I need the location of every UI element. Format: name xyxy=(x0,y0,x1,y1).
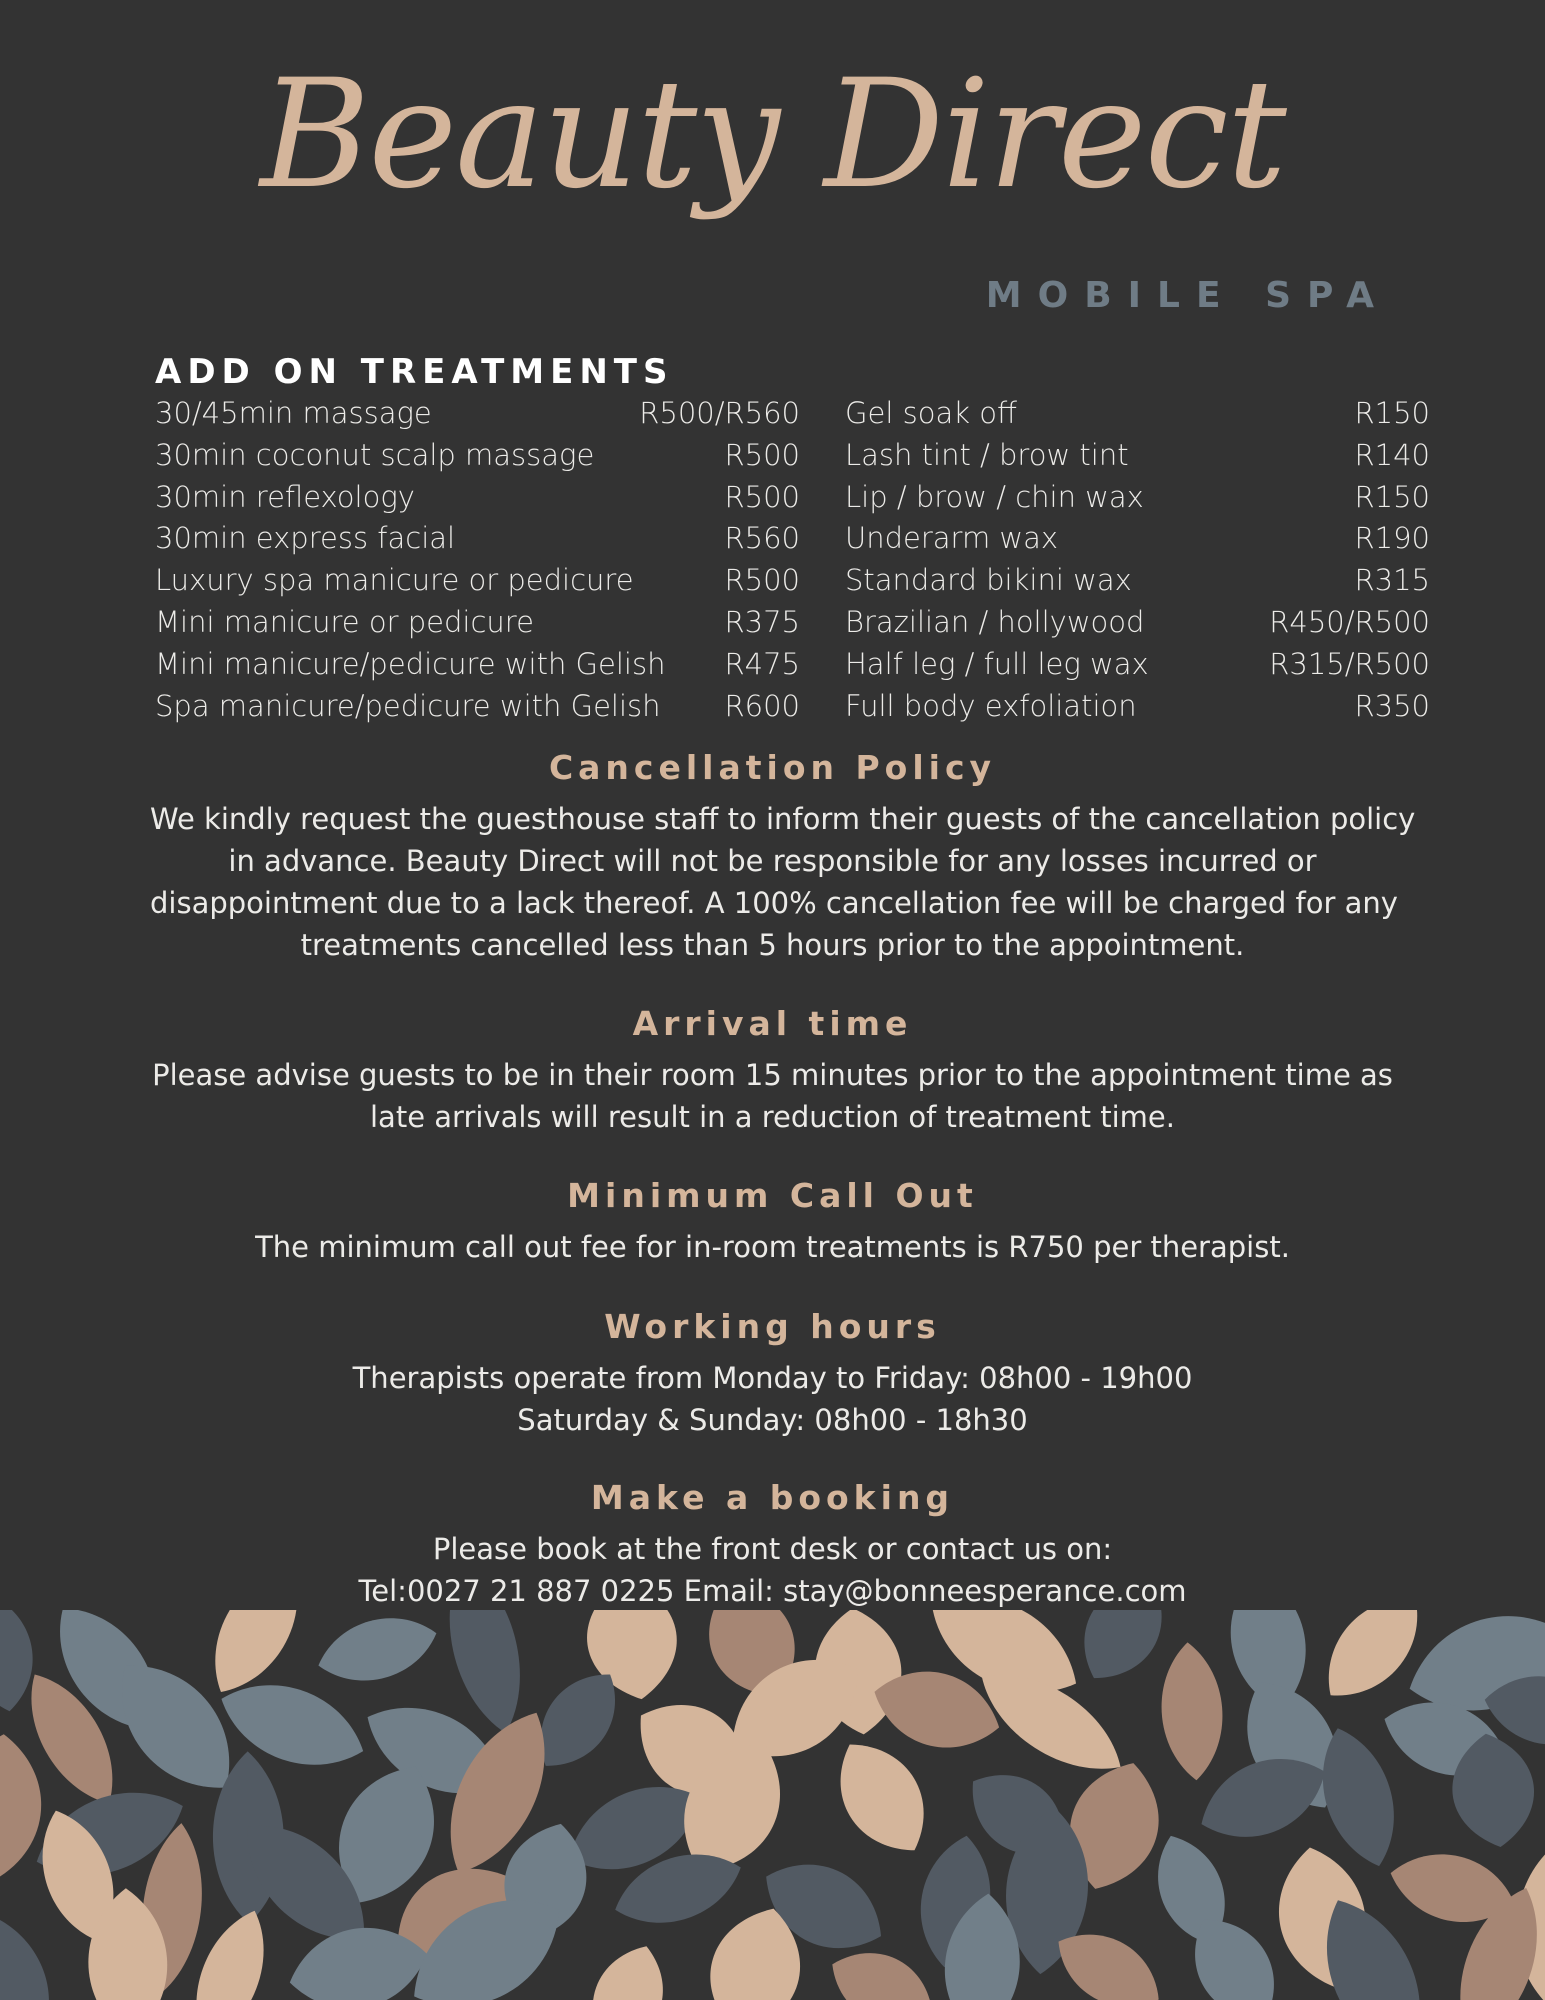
cancellation-line: disappointment due to a lack thereof. A 100% cancellation fee will be charged for any xyxy=(150,886,1398,920)
treatment-row xyxy=(845,517,1430,559)
treatment-price: R500 xyxy=(724,479,800,514)
cancellation-line: in advance. Beauty Direct will not be responsible for any losses incurred or xyxy=(228,844,1317,878)
treatment-row xyxy=(155,392,800,434)
callout-line: The minimum call out fee for in-room treatments is R750 per therapist. xyxy=(255,1230,1290,1264)
treatments-left-column xyxy=(155,392,800,726)
leaf-shape xyxy=(311,1610,444,1694)
treatment-price: R375 xyxy=(724,604,800,639)
treatment-price: R475 xyxy=(724,646,800,681)
treatment-name: Mini manicure or pedicure xyxy=(155,604,534,639)
booking-text xyxy=(150,1528,1395,1612)
treatment-price: R315 xyxy=(1354,563,1430,598)
arrival-text xyxy=(150,1054,1395,1138)
hours-line: Therapists operate from Monday to Friday: 08h00 - 19h00 xyxy=(352,1361,1193,1395)
treatment-price: R150 xyxy=(1354,396,1430,430)
treatment-name: Brazilian / hollywood xyxy=(845,604,1145,639)
leaf-pattern-decoration xyxy=(0,1610,1545,2000)
arrival-heading: Arrival time xyxy=(632,1004,913,1043)
treatment-price: R150 xyxy=(1354,479,1430,514)
treatment-name: Luxury spa manicure or pedicure xyxy=(155,563,634,598)
treatment-row xyxy=(845,685,1430,727)
treatments-heading: ADD ON TREATMENTS xyxy=(155,352,674,392)
treatments-right-column xyxy=(845,392,1430,726)
leaf-shape xyxy=(1157,1640,1226,1782)
treatment-name: 30/45min massage xyxy=(155,396,432,430)
treatment-name: Underarm wax xyxy=(845,521,1059,556)
leaf-shape xyxy=(577,1935,678,2000)
treatment-name: Lash tint / brow tint xyxy=(845,437,1129,472)
treatment-name: Lip / brow / chin wax xyxy=(845,479,1144,514)
treatment-row xyxy=(155,434,800,476)
brand-title: Beauty Direct xyxy=(260,48,1285,222)
treatment-price: R350 xyxy=(1354,688,1430,723)
treatment-name: Mini manicure/pedicure with Gelish xyxy=(155,646,666,681)
treatment-name: 30min reflexology xyxy=(155,479,415,514)
treatment-name: Standard bikini wax xyxy=(845,563,1132,598)
treatment-price: R600 xyxy=(724,688,800,723)
hours-text xyxy=(150,1357,1395,1441)
brand-subtitle: MOBILE SPA xyxy=(985,275,1390,316)
leaf-shape xyxy=(1306,1610,1439,1717)
treatment-row xyxy=(155,476,800,518)
cancellation-text xyxy=(150,798,1416,966)
treatment-row xyxy=(845,476,1430,518)
cancellation-line: We kindly request the guesthouse staff to inform their guests of the cancellation policy xyxy=(150,802,1416,836)
treatment-row xyxy=(155,685,800,727)
treatment-row xyxy=(845,643,1430,685)
leaf-shape xyxy=(818,1725,946,1870)
treatment-name: 30min express facial xyxy=(155,521,456,556)
arrival-line: Please advise guests to be in their room 15 minutes prior to the appointment time as xyxy=(152,1058,1393,1092)
treatment-row xyxy=(155,643,800,685)
treatment-name: 30min coconut scalp massage xyxy=(155,437,595,472)
treatment-price: R315/R500 xyxy=(1269,646,1430,681)
treatment-price: R500/R560 xyxy=(639,396,800,430)
arrival-line: late arrivals will result in a reduction of treatment time. xyxy=(370,1100,1175,1134)
treatment-price: R500 xyxy=(724,563,800,598)
cancellation-line: treatments cancelled less than 5 hours prior to the appointment. xyxy=(300,928,1245,962)
hours-line: Saturday & Sunday: 08h00 - 18h30 xyxy=(517,1403,1028,1437)
treatment-price: R450/R500 xyxy=(1269,604,1430,639)
hours-heading: Working hours xyxy=(604,1307,941,1346)
treatment-name: Gel soak off xyxy=(845,396,1017,430)
callout-heading: Minimum Call Out xyxy=(567,1176,978,1215)
treatment-row xyxy=(845,434,1430,476)
callout-text xyxy=(150,1226,1395,1268)
treatment-row xyxy=(845,559,1430,601)
treatment-price: R560 xyxy=(724,521,800,556)
booking-line: Please book at the front desk or contact us on: xyxy=(432,1532,1113,1566)
treatment-row xyxy=(155,559,800,601)
treatment-name: Spa manicure/pedicure with Gelish xyxy=(155,688,661,723)
treatment-price: R500 xyxy=(724,437,800,472)
treatment-price: R140 xyxy=(1354,437,1430,472)
booking-line: Tel:0027 21 887 0225 Email: stay@bonneesperance.com xyxy=(358,1574,1187,1608)
treatment-row xyxy=(155,601,800,643)
treatment-name: Full body exfoliation xyxy=(845,688,1137,723)
treatment-price: R190 xyxy=(1354,521,1430,556)
cancellation-heading: Cancellation Policy xyxy=(548,748,997,787)
treatment-row xyxy=(845,601,1430,643)
booking-heading: Make a booking xyxy=(590,1478,955,1517)
treatment-row xyxy=(845,392,1430,434)
treatment-row xyxy=(155,517,800,559)
treatment-name: Half leg / full leg wax xyxy=(845,646,1149,681)
